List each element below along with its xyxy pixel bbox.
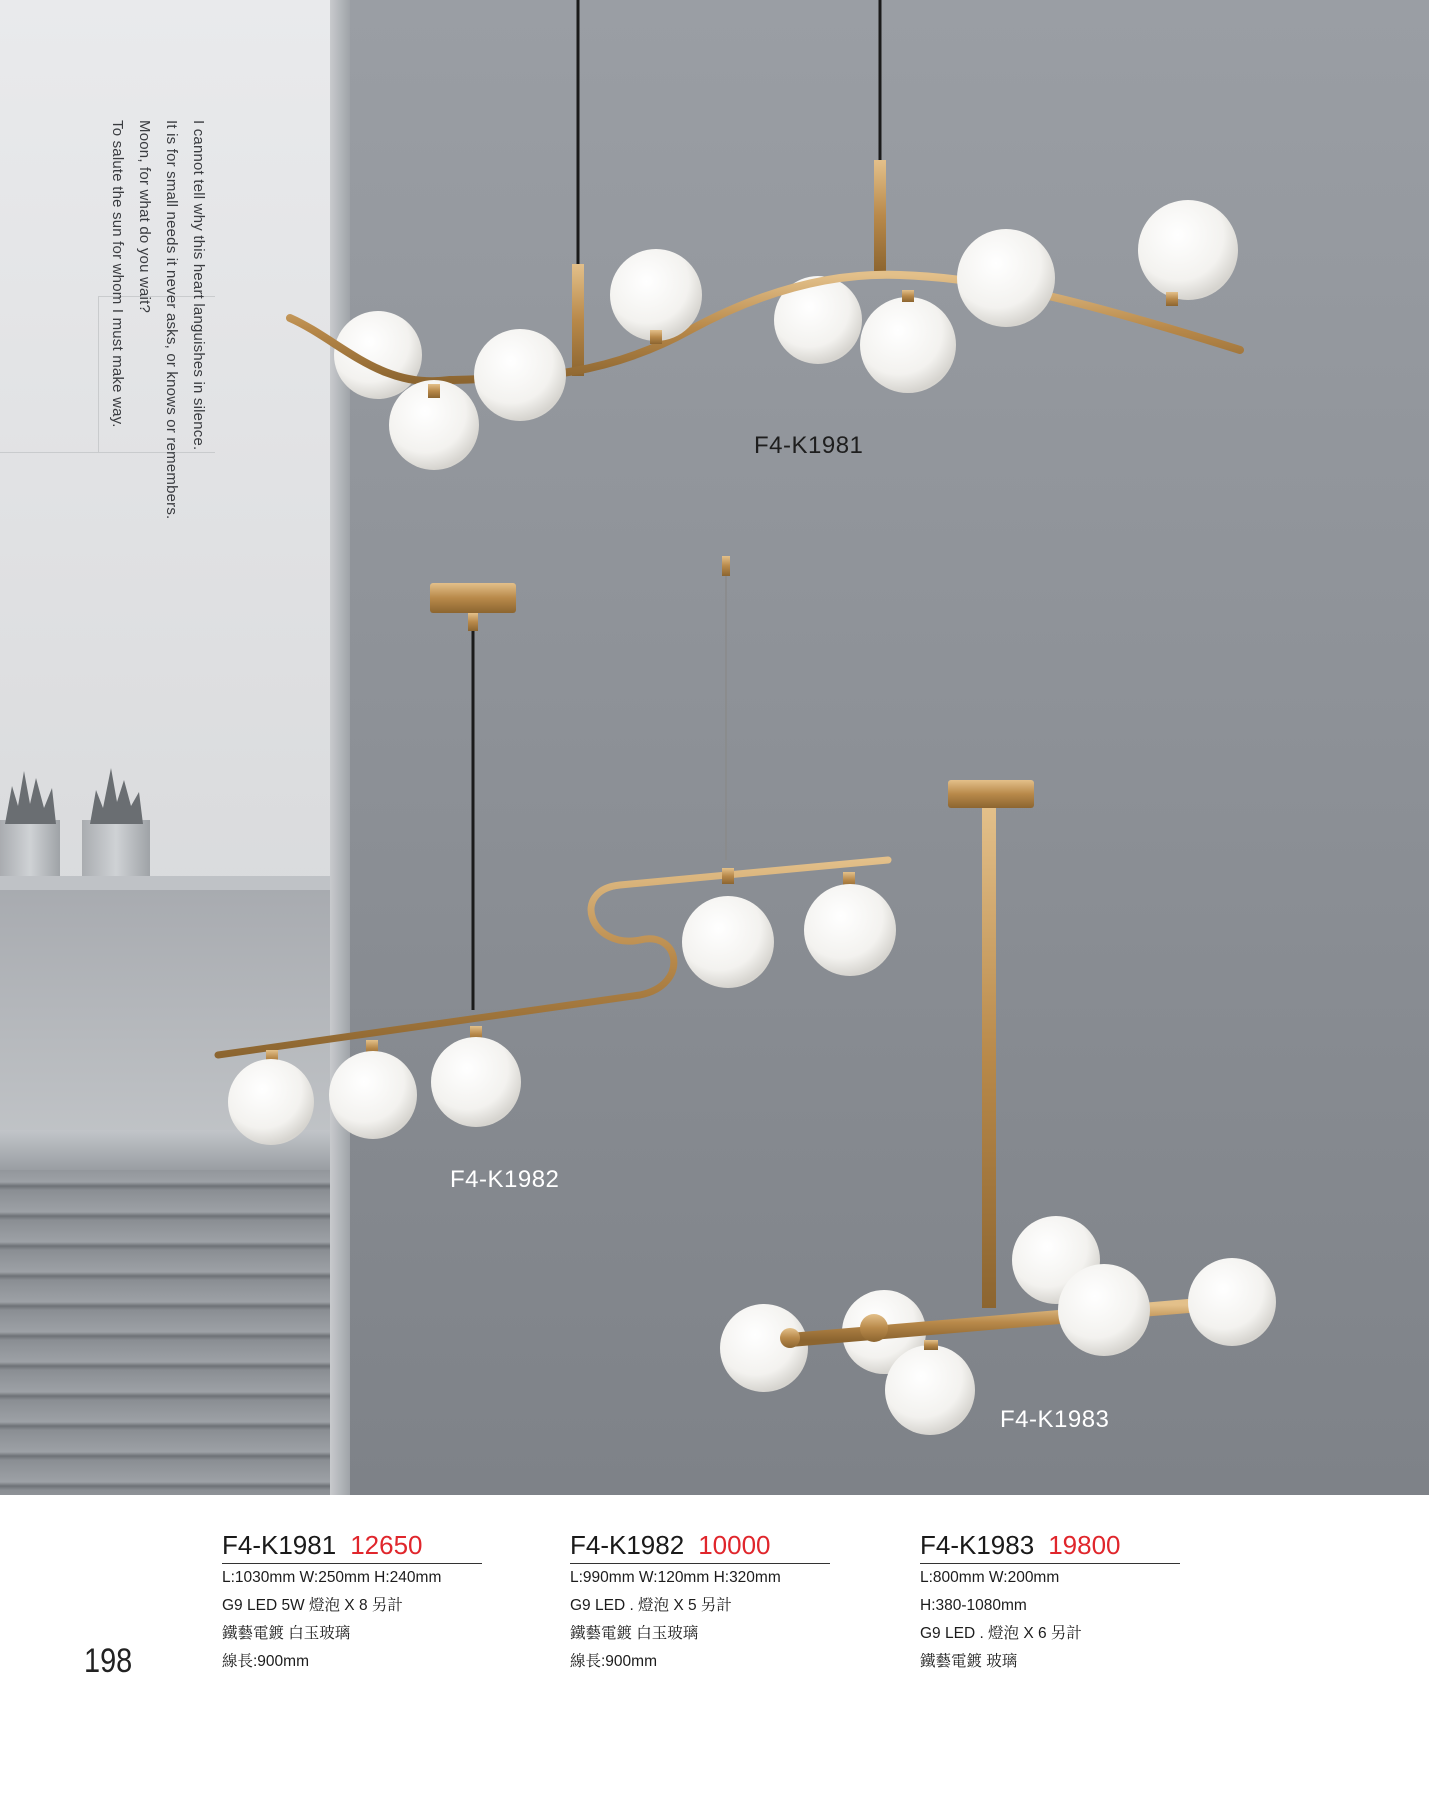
spec-line: L:800mm W:200mm [920,1569,1060,1586]
model-label-k1981: F4-K1981 [754,432,864,459]
lamp-k1981 [290,0,1240,470]
spec-model: F4-K1983 [920,1530,1035,1560]
spec-k1982 [570,1530,830,1676]
spec-line: 線長:900mm [570,1653,657,1670]
spec-heading [920,1530,1180,1564]
spec-line: L:1030mm W:250mm H:240mm [222,1569,442,1586]
lamp-k1982 [218,556,896,1145]
spec-k1983 [920,1530,1180,1676]
model-label-k1983: F4-K1983 [1000,1406,1110,1433]
model-label-k1982: F4-K1982 [450,1166,560,1193]
spec-model: F4-K1981 [222,1530,337,1560]
poem-line: It is for small needs it never asks, or knows or remembers. [163,120,180,520]
spec-price: 19800 [1048,1530,1121,1560]
page-number: 198 [84,1642,133,1680]
poem-line: To salute the sun for whom I must make way. [109,120,126,428]
spec-line: 鐵藝電鍍 白玉玻璃 [222,1625,351,1642]
spec-model: F4-K1982 [570,1530,685,1560]
poem-line: Moon, for what do you wait? [136,120,153,314]
spec-line: G9 LED . 燈泡 X 6 另計 [920,1625,1082,1642]
spec-line: G9 LED 5W 燈泡 X 8 另計 [222,1597,403,1614]
spec-price: 12650 [350,1530,423,1560]
spec-k1981 [222,1530,482,1676]
spec-line: 線長:900mm [222,1653,309,1670]
spec-line: 鐵藝電鍍 白玉玻璃 [570,1625,699,1642]
poem-line: I cannot tell why this heart languishes in silence. [190,120,207,451]
lamp-k1983 [720,780,1276,1435]
spec-price: 10000 [698,1530,771,1560]
spec-line: H:380-1080mm [920,1597,1027,1614]
spec-line: G9 LED . 燈泡 X 5 另計 [570,1597,732,1614]
spec-line: L:990mm W:120mm H:320mm [570,1569,781,1586]
spec-heading [222,1530,482,1564]
spec-line: 鐵藝電鍍 玻璃 [920,1653,1018,1670]
spec-heading [570,1530,830,1564]
